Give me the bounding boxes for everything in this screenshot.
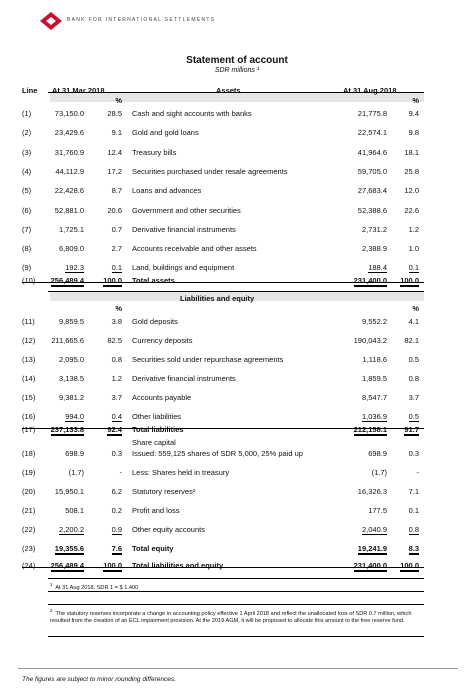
rule	[48, 578, 424, 579]
amount-aug-2018: 9,552.2	[361, 317, 387, 326]
rule	[22, 567, 424, 568]
row-description: Total liabilities	[132, 425, 184, 434]
statement-title: Statement of account	[186, 55, 288, 66]
amount-mar-2018: 508.1	[65, 506, 84, 515]
amount-mar-2018: 31,760.9	[54, 147, 84, 157]
amount-aug-2018: 231,400.0	[353, 275, 387, 285]
pct-aug-2018: 25.8	[404, 166, 419, 176]
row-line-number: (16)	[22, 412, 36, 421]
pct-aug-2018: 1.0	[408, 244, 419, 254]
col-right-date: At 31 Aug 2018	[343, 86, 397, 95]
pct-aug-2018: 91.7	[404, 425, 419, 434]
amount-mar-2018: 44,112.9	[55, 166, 84, 176]
bank-name: BANK FOR INTERNATIONAL SETTLEMENTS	[67, 17, 216, 23]
row-line-number: (19)	[22, 468, 36, 477]
row-line-number: (13)	[22, 355, 36, 364]
amount-aug-2018: 1,859.5	[361, 374, 387, 383]
amount-mar-2018: (1.7)	[68, 468, 84, 477]
liabilities-heading: Liabilities and equity	[180, 294, 255, 303]
amount-aug-2018: 19,241.9	[357, 544, 387, 553]
row-description: Treasury bills	[132, 147, 177, 157]
amount-mar-2018: 2,095.0	[58, 355, 84, 364]
pct-aug-2018: 1.2	[408, 224, 419, 234]
row-description: Securities purchased under resale agreements	[132, 166, 288, 176]
pct-mar-2018: 100.0	[103, 275, 122, 285]
pct-mar-2018: 0.9	[111, 525, 122, 534]
amount-mar-2018: 256,489.4	[50, 275, 84, 285]
amount-mar-2018: 192.3	[65, 263, 84, 273]
row-description: Profit and loss	[132, 506, 180, 515]
pct-mar-2018: 100.0	[103, 561, 122, 570]
pct-aug-2018: 0.8	[408, 525, 419, 534]
amount-aug-2018: 59,705.0	[357, 166, 387, 176]
row-line-number: (5)	[22, 186, 32, 196]
row-line-number: (23)	[22, 544, 36, 553]
amount-aug-2018: 16,326.3	[357, 487, 387, 496]
pct-aug-2018: 0.1	[408, 263, 419, 273]
row-line-number: (10)	[22, 275, 36, 285]
footer-note: The figures are subject to minor rounding differences.	[22, 676, 176, 683]
row-description: Issued: 559,125 shares of SDR 5,000, 25% paid up	[132, 449, 303, 458]
row-description: Government and other securities	[132, 205, 241, 215]
rule	[48, 291, 424, 292]
rule	[18, 668, 458, 669]
pct-mar-2018: 0.3	[111, 449, 122, 458]
row-description: Derivative financial instruments	[132, 224, 236, 234]
row-line-number: (22)	[22, 525, 36, 534]
row-description: Gold and gold loans	[132, 128, 199, 138]
pct-header-left: %	[115, 304, 122, 313]
amount-aug-2018: 2,731.2	[361, 224, 387, 234]
pct-aug-2018: 100.0	[400, 275, 419, 285]
pct-mar-2018: 3.8	[111, 317, 122, 326]
amount-mar-2018: 256,489.4	[50, 561, 84, 570]
pct-mar-2018: 28.5	[107, 109, 122, 118]
pct-aug-2018: 9.4	[408, 109, 419, 118]
pct-mar-2018: 0.8	[111, 355, 122, 364]
row-line-number: (3)	[22, 147, 32, 157]
amount-aug-2018: 177.5	[368, 506, 387, 515]
pct-aug-2018: 7.1	[408, 487, 419, 496]
pct-header-right: %	[412, 96, 419, 105]
pct-aug-2018: 8.3	[408, 544, 419, 553]
rule	[48, 591, 424, 592]
row-line-number: (2)	[22, 128, 32, 138]
rule	[48, 604, 424, 605]
pct-mar-2018: 0.1	[111, 263, 122, 273]
col-left-date: At 31 Mar 2018	[52, 86, 105, 95]
row-line-number: (17)	[22, 425, 36, 434]
row-line-number: (18)	[22, 449, 36, 458]
amount-mar-2018: 6,809.0	[58, 244, 84, 254]
row-description: Accounts receivable and other assets	[132, 244, 257, 254]
pct-aug-2018: 4.1	[408, 317, 419, 326]
rule	[48, 636, 424, 637]
pct-mar-2018: 12.4	[107, 147, 122, 157]
amount-mar-2018: 3,138.5	[58, 374, 84, 383]
row-description: Other equity accounts	[132, 525, 205, 534]
statement-subtitle: SDR millions ¹	[214, 67, 260, 74]
row-description: Statutory reserves²	[132, 487, 196, 496]
amount-aug-2018: 27,683.4	[357, 186, 387, 196]
amount-mar-2018: 9,381.2	[58, 393, 84, 402]
pct-aug-2018: 22.6	[404, 205, 419, 215]
pct-aug-2018: 0.8	[408, 374, 419, 383]
pct-mar-2018: 20.6	[107, 205, 122, 215]
row-line-number: (9)	[22, 263, 32, 273]
note-2: $^2$ The statutory reserves incorporate a change in accounting policy effective 1 April 2018 and reflect the unallocated loss of SDR 0.7 million, which resulted from the creation of an ECL impairment provision. At the 2019 AGM, it will be proposed to allocate this amount to the free reserve fund.	[50, 608, 412, 624]
amount-aug-2018: (1.7)	[371, 468, 387, 477]
row-line-number: (4)	[22, 166, 32, 176]
pct-aug-2018: 0.1	[408, 506, 419, 515]
row-line-number: (11)	[22, 317, 35, 326]
row-description: Land, buildings and equipment	[132, 263, 235, 273]
pct-aug-2018: -	[416, 468, 419, 477]
amount-aug-2018: 41,964.6	[357, 147, 387, 157]
amount-aug-2018: 22,574.1	[357, 128, 387, 138]
rule	[22, 428, 424, 429]
row-line-number: (7)	[22, 224, 32, 234]
amount-aug-2018: 231,400.0	[353, 561, 387, 570]
amount-mar-2018: 698.9	[65, 449, 84, 458]
row-description: Loans and advances	[132, 186, 202, 196]
amount-mar-2018: 237,133.8	[50, 425, 84, 434]
row-description: Cash and sight accounts with banks	[132, 109, 252, 118]
amount-aug-2018: 190,043.2	[353, 336, 387, 345]
pct-mar-2018: 7.6	[111, 544, 122, 553]
amount-aug-2018: 1,036.9	[361, 412, 387, 421]
row-description: Total assets	[132, 275, 175, 285]
row-line-number: (14)	[22, 374, 36, 383]
pct-mar-2018: 2.7	[111, 244, 122, 254]
note-1: $^1$ At 31 Aug 2018, SDR 1 = $ 1.400	[50, 582, 139, 591]
col-line-label: Line	[22, 86, 38, 95]
amount-mar-2018: 15,950.1	[54, 487, 84, 496]
row-line-number: (24)	[22, 561, 36, 570]
amount-mar-2018: 9,859.5	[58, 317, 84, 326]
row-line-number: (12)	[22, 336, 36, 345]
pct-aug-2018: 18.1	[404, 147, 419, 157]
row-line-number: (8)	[22, 244, 32, 254]
row-line-number: (1)	[22, 109, 32, 118]
row-description: Currency deposits	[132, 336, 193, 345]
pct-mar-2018: 1.2	[111, 374, 122, 383]
pct-mar-2018: 9.1	[111, 128, 122, 138]
row-line-number: (21)	[22, 506, 36, 515]
bis-logo-icon	[40, 12, 62, 30]
row-description: Less: Shares held in treasury	[132, 468, 230, 477]
row-description: Derivative financial instruments	[132, 374, 236, 383]
row-description: Securities sold under repurchase agreements	[132, 355, 284, 364]
col-center-label: Assets	[216, 86, 241, 95]
pct-mar-2018: 8.7	[111, 186, 122, 196]
row-description: Total equity	[132, 544, 174, 553]
pct-header-left: %	[115, 96, 122, 105]
pct-aug-2018: 82.1	[404, 336, 419, 345]
amount-aug-2018: 1,118.6	[362, 355, 387, 364]
amount-aug-2018: 2,388.9	[361, 244, 387, 254]
amount-aug-2018: 698.9	[368, 449, 387, 458]
row-line-number: (20)	[22, 487, 36, 496]
amount-aug-2018: 2,040.9	[361, 525, 387, 534]
row-description: Gold deposits	[132, 317, 178, 326]
pct-header-right: %	[412, 304, 419, 313]
row-description: Accounts payable	[132, 393, 192, 402]
pct-aug-2018: 0.5	[408, 355, 419, 364]
pct-mar-2018: 6.2	[111, 487, 122, 496]
amount-mar-2018: 2,200.2	[58, 525, 84, 534]
pct-mar-2018: 0.2	[111, 506, 122, 515]
pct-mar-2018: 82.5	[107, 336, 122, 345]
amount-aug-2018: 212,158.1	[353, 425, 387, 434]
pct-mar-2018: 0.4	[111, 412, 122, 421]
pct-mar-2018: 0.7	[111, 224, 122, 234]
amount-mar-2018: 22,428.6	[54, 186, 84, 196]
amount-aug-2018: 52,388.6	[357, 205, 387, 215]
pct-mar-2018: 3.7	[111, 393, 122, 402]
rule	[22, 282, 424, 283]
pct-aug-2018: 0.5	[408, 412, 419, 421]
row-description: Total liabilities and equity	[132, 561, 224, 570]
amount-aug-2018: 8,547.7	[361, 393, 387, 402]
amount-mar-2018: 211,665.6	[51, 336, 84, 345]
pct-aug-2018: 9.8	[408, 128, 419, 138]
amount-mar-2018: 1,725.1	[58, 224, 84, 234]
amount-mar-2018: 52,881.0	[54, 205, 84, 215]
pct-aug-2018: 100.0	[400, 561, 419, 570]
amount-mar-2018: 23,429.6	[54, 128, 84, 138]
amount-aug-2018: 188.4	[368, 263, 387, 273]
row-line-number: (15)	[22, 393, 36, 402]
row-line-number: (6)	[22, 205, 32, 215]
amount-mar-2018: 73,150.0	[54, 109, 84, 118]
pct-mar-2018: 92.4	[107, 425, 122, 434]
pct-mar-2018: 17.2	[107, 166, 122, 176]
row-description: Other liabilities	[132, 412, 182, 421]
pct-aug-2018: 12.0	[404, 186, 419, 196]
share-capital-heading: Share capital	[132, 438, 176, 447]
pct-aug-2018: 3.7	[408, 393, 419, 402]
amount-aug-2018: 21,775.8	[357, 109, 387, 118]
amount-mar-2018: 19,355.6	[54, 544, 84, 553]
amount-mar-2018: 994.0	[65, 412, 84, 421]
pct-mar-2018: -	[119, 468, 122, 477]
pct-aug-2018: 0.3	[408, 449, 419, 458]
